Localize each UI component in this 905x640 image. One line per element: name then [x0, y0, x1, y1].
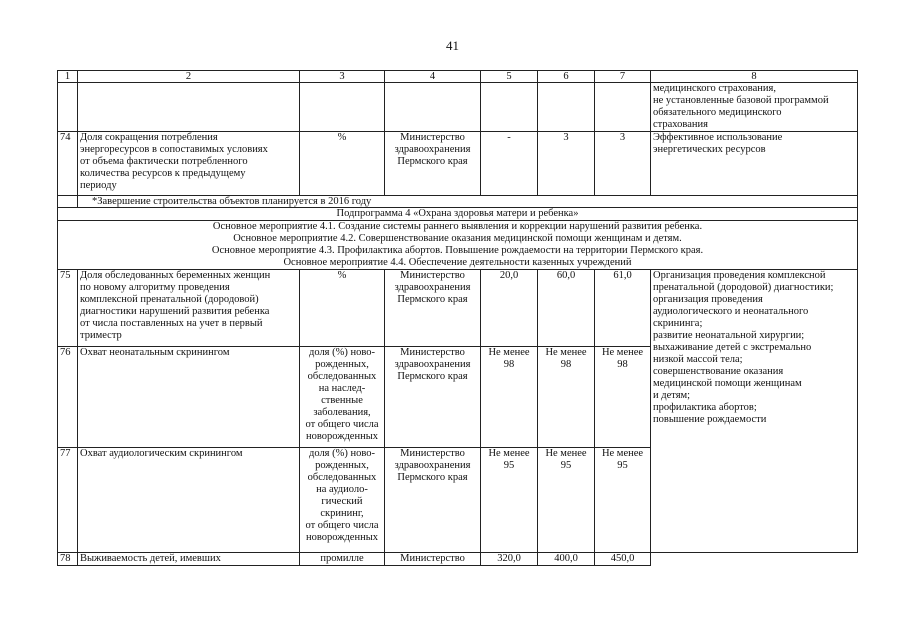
- table-row: [58, 270, 858, 347]
- result-cell: Эффективное использование энергетических ресурсов: [651, 132, 858, 196]
- unit-cell: доля (%) ново- рожденных, обследованных на аудиоло- гический скрининг, от общего числа новорожденных: [300, 448, 385, 553]
- value-cell: Не менее 95: [595, 448, 651, 553]
- column-header: 7: [595, 71, 651, 83]
- measures-row: [58, 221, 858, 270]
- column-header: 5: [481, 71, 538, 83]
- value-cell: Не менее 95: [481, 448, 538, 553]
- value-cell: Не менее 95: [538, 448, 595, 553]
- unit-cell: %: [300, 132, 385, 196]
- indicator-name: Охват аудиологическим скринингом: [78, 448, 300, 553]
- result-cell: медицинского страхования, не установленные базовой программой обязательного медицинского страхования: [651, 83, 858, 132]
- footnote-row: [58, 196, 858, 208]
- column-header: 3: [300, 71, 385, 83]
- unit-cell: %: [300, 270, 385, 347]
- table-row: [58, 132, 858, 196]
- column-header: 1: [58, 71, 78, 83]
- indicator-name: Доля обследованных беременных женщин по новому алгоритму проведения комплексной пренатальной (дородовой) диагностики нарушений развития ребенка от числа поставленных на учет в первый триместр: [78, 270, 300, 347]
- measure-item: Основное мероприятие 4.2. Совершенствование оказания медицинской помощи женщинам и детям.: [233, 233, 682, 244]
- shared-result-cell: Организация проведения комплексной пренатальной (дородовой) диагностики; организация проведения аудиологического и неонатального скрининга; развитие неонатальной хирургии; выхаживание детей с экстремально низкой массой тела; совершенствование оказания медицинской помощи женщинам и детям; профилактика абортов; повышение рождаемости: [651, 270, 858, 553]
- indicator-name: Доля сокращения потребления энергоресурсов в сопоставимых условиях от объема фактически потребленного количества ресурсов к предыдущему периоду: [78, 132, 300, 196]
- value-cell: Не менее 98: [538, 347, 595, 448]
- row-number: 78: [58, 553, 78, 566]
- column-header: 6: [538, 71, 595, 83]
- subprogram-title-row: [58, 208, 858, 221]
- column-header-row: [58, 71, 858, 83]
- value-cell: 3: [595, 132, 651, 196]
- subprogram-title: Подпрограмма 4 «Охрана здоровья матери и ребенка»: [58, 208, 858, 221]
- ministry-cell: Министерство здравоохранения Пермского края: [385, 448, 481, 553]
- table-row: [58, 553, 858, 566]
- row-number: 75: [58, 270, 78, 347]
- ministry-cell: Министерство: [385, 553, 481, 566]
- value-cell: 61,0: [595, 270, 651, 347]
- value-cell: 450,0: [595, 553, 651, 566]
- value-cell: 320,0: [481, 553, 538, 566]
- column-header: 4: [385, 71, 481, 83]
- measure-item: Основное мероприятие 4.4. Обеспечение деятельности казенных учреждений: [283, 257, 632, 268]
- unit-cell: доля (%) ново- рожденных, обследованных на наслед- ственные заболевания, от общего числа новорожденных: [300, 347, 385, 448]
- value-cell: Не менее 98: [595, 347, 651, 448]
- ministry-cell: Министерство здравоохранения Пермского края: [385, 270, 481, 347]
- value-cell: Не менее 98: [481, 347, 538, 448]
- value-cell: 60,0: [538, 270, 595, 347]
- table-row: [58, 83, 858, 132]
- value-cell: 3: [538, 132, 595, 196]
- row-number: 74: [58, 132, 78, 196]
- page-number: 41: [446, 38, 459, 53]
- ministry-cell: Министерство здравоохранения Пермского края: [385, 132, 481, 196]
- measure-item: Основное мероприятие 4.3. Профилактика абортов. Повышение рождаемости на территории Пермского края.: [211, 245, 704, 256]
- value-cell: 400,0: [538, 553, 595, 566]
- column-header: 2: [78, 71, 300, 83]
- indicator-name: Выживаемость детей, имевших: [78, 553, 300, 566]
- unit-cell: промилле: [300, 553, 385, 566]
- ministry-cell: Министерство здравоохранения Пермского края: [385, 347, 481, 448]
- indicator-name: Охват неонатальным скринингом: [78, 347, 300, 448]
- value-cell: -: [481, 132, 538, 196]
- measure-item: Основное мероприятие 4.1. Создание системы раннего выявления и коррекции нарушений развития ребенка.: [212, 221, 703, 232]
- indicators-table: [57, 70, 858, 566]
- value-cell: 20,0: [481, 270, 538, 347]
- row-number: 76: [58, 347, 78, 448]
- row-number: 77: [58, 448, 78, 553]
- column-header: 8: [651, 71, 858, 83]
- footnote: *Завершение строительства объектов планируется в 2016 году: [78, 196, 858, 208]
